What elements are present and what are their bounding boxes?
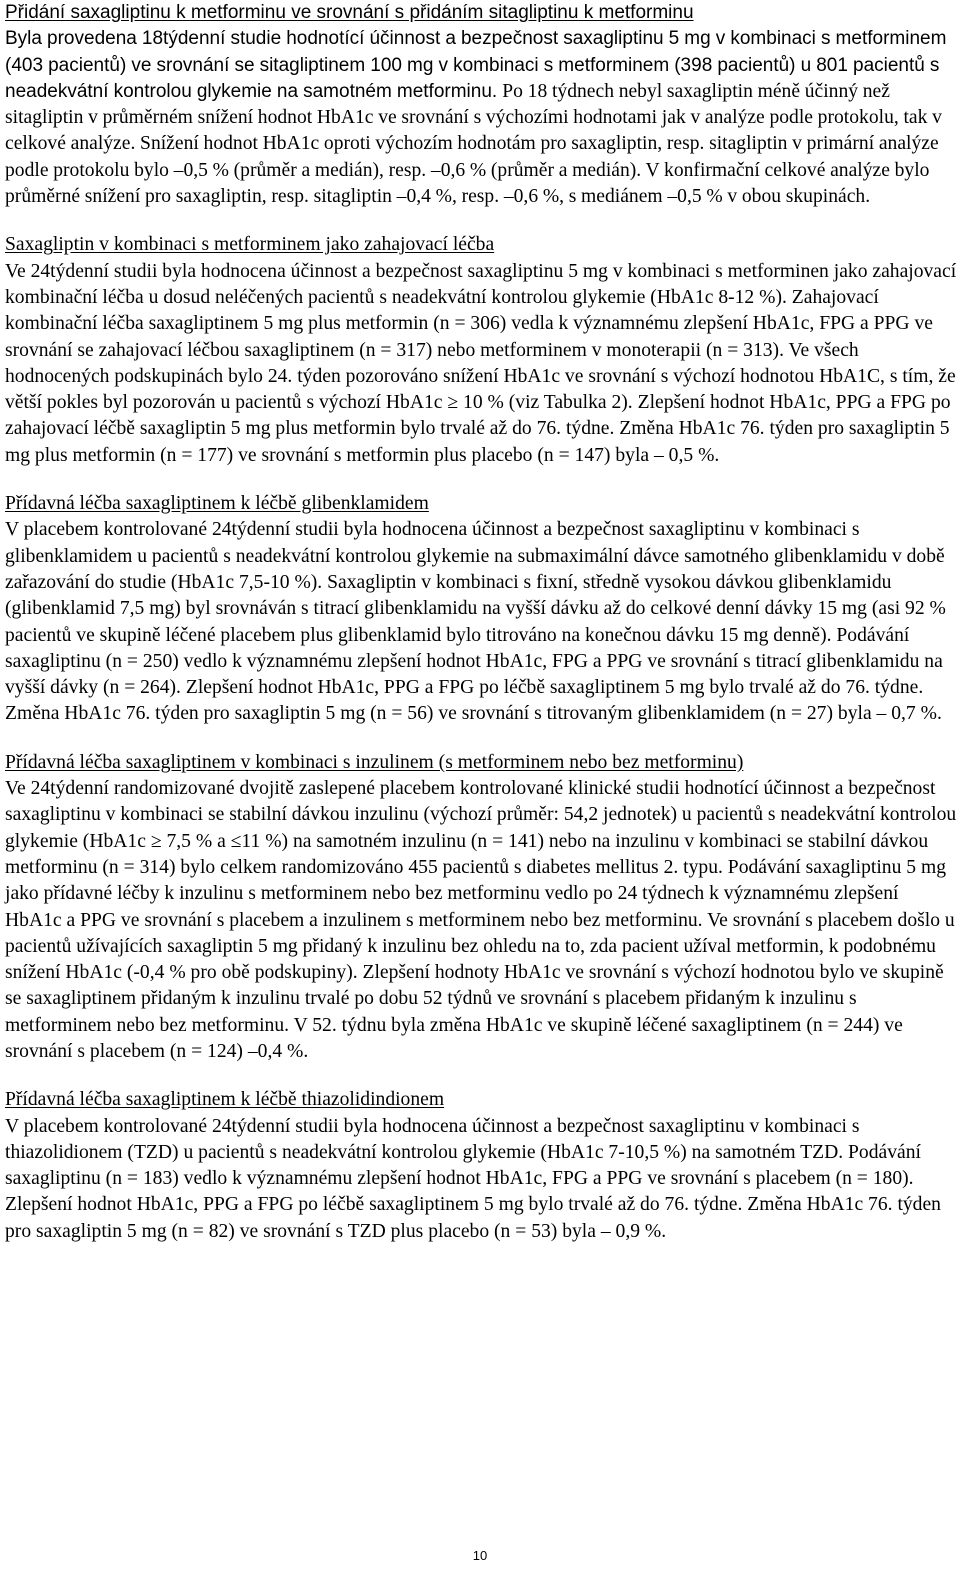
section-heading: Přídavná léčba saxagliptinem k léčbě thiazolidindionem (5, 1089, 445, 1111)
section-initial-combination (5, 232, 957, 469)
section-body: Ve 24týdenní randomizované dvojitě zaslepené placebem kontrolované klinické studii hodnotící účinnost a bezpečnost saxagliptinu v kombinaci se stabilní dávkou inzulinu (výchozí průměr: 54,2 jednotek) u pacientů s neadekvátní kontrolou glykemie (HbA1c ≥ 7,5 % a ≤11 %) na samotném inzulinu (n = 141) nebo na inzulinu v kombinaci se stabilní dávkou metforminu (n = 314) bylo celkem randomizováno 455 pacientů s diabetes mellitus 2. typu. Podávání saxagliptinu 5 mg jako přídavné léčby k inzulinu s metforminem nebo bez metforminu vedlo po 24 týdnech k významnému zlepšení HbA1c a PPG ve srovnání s placebem a inzulinem s metforminem nebo bez metforminu. Ve srovnání s placebem došlo u pacientů užívajících saxagliptin 5 mg přidaný k inzulinu bez ohledu na to, zda pacient užíval metformin, k podobnému snížení HbA1c (-0,4 % pro obě podskupiny). Zlepšení hodnoty HbA1c ve srovnání s výchozí hodnotou bylo ve skupině se saxagliptinem přidaným k inzulinu trvalé po dobu 52 týdnů ve srovnání s placebem přidaným k inzulinu s metforminem nebo bez metforminu. V 52. týdnu byla změna HbA1c ve skupině léčené saxagliptinem (n = 244) ve srovnání s placebem (n = 124) –0,4 %. (5, 778, 957, 1062)
section-add-on-tzd (5, 1087, 957, 1245)
document-page (5, 0, 957, 1267)
section-body: V placebem kontrolované 24týdenní studii byla hodnocena účinnost a bezpečnost saxagliptinu v kombinaci s thiazolidionem (TZD) u pacientů s neadekvátní kontrolou glykemie (HbA1c 7-10,5 %) na samotném TZD. Podávání saxagliptinu (n = 183) vedlo k významnému zlepšení hodnot HbA1c, FPG a PPG ve srovnání s placebem (n = 180). Zlepšení hodnot HbA1c, PPG a FPG po léčbě saxagliptinem 5 mg bylo trvalé až do 76. týdne. Změna HbA1c 76. týden pro saxagliptin 5 mg (n = 82) ve srovnání s TZD plus placebo (n = 53) byla – 0,9 %. (5, 1115, 941, 1242)
section-heading: Přidání saxagliptinu k metforminu ve srovnání s přidáním sitagliptinu k metforminu (5, 2, 694, 23)
section-heading: Přídavná léčba saxagliptinem k léčbě glibenklamidem (5, 493, 429, 515)
section-body: Ve 24týdenní studii byla hodnocena účinnost a bezpečnost saxagliptinu 5 mg v kombinaci s metforminen jako zahajovací kombinační léčba u dosud neléčených pacientů s neadekvátní kontrolou glykemie (HbA1c 8-12 %). Zahajovací kombinační léčba saxagliptinem 5 mg plus metformin (n = 306) vedla k významnému zlepšení HbA1c, FPG a PPG ve srovnání se zahajovací léčbou saxagliptinem (n = 317) nebo metforminem v monoterapii (n = 313). Ve všech hodnocených podskupinách bylo 24. týden pozorováno snížení HbA1c ve srovnání s výchozí hodnotou HbA1C, s tím, že větší pokles byl pozorován u pacientů s výchozí HbA1c ≥ 10 % (viz Tabulka 2). Zlepšení hodnot HbA1c, PPG a FPG po zahajovací léčbě saxagliptin 5 mg plus metformin bylo trvalé až do 76. týdne. Změna HbA1c 76. týden pro saxagliptin 5 mg plus metformin (n = 177) ve srovnání s metformin plus placebo (n = 147) byla – 0,5 %. (5, 260, 957, 466)
section-heading: Přídavná léčba saxagliptinem v kombinaci s inzulinem (s metforminem nebo bez metforminu) (5, 751, 744, 773)
body-text-part-1: Byla provedena 18týdenní studie hodnotící účinnost a bezpečnost saxagliptinu 5 mg v kombinaci s metforminem (403 pacientů) ve srovnání se sitagliptinem 100 mg v kombinaci s metforminem (398 pacientů) u 801 pacientů s neadekvátní kontrolou glykemie na samotném metforminu. (5, 28, 947, 102)
section-add-on-glibenclamide (5, 491, 957, 728)
section-add-on-insulin (5, 750, 957, 1066)
section-body (5, 26, 957, 210)
section-saxagliptin-vs-sitagliptin (5, 0, 957, 210)
body-text-part-3: Snížení hodnot HbA1c oproti výchozím hodnotám pro saxagliptin, resp. sitagliptin v primární analýze podle protokolu bylo –0,5 % (průměr a medián), resp. –0,6 % (průměr a medián). V konfirmační celkové analýze bylo průměrné snížení pro saxagliptin, resp. sitagliptin –0,4 %, resp. –0,6 %, s mediánem –0,5 % v obou skupinách. (5, 133, 939, 208)
body-text-part-2: Po 18 týdnech nebyl saxagliptin méně účinný než sitagliptin v průměrném snížení hodnot HbA1c ve srovnání s výchozími hodnotami jak v analýze podle protokolu, tak v celkové analýze. (5, 80, 942, 155)
section-body: V placebem kontrolované 24týdenní studii byla hodnocena účinnost a bezpečnost saxagliptinu v kombinaci s glibenklamidem u pacientů s neadekvátní kontrolou glykemie na submaximální dávce samotného glibenklamidu v době zařazování do studie (HbA1c 7,5-10 %). Saxagliptin v kombinaci s fixní, středně vysokou dávkou glibenklamidu (glibenklamid 7,5 mg) byl srovnáván s titrací glibenklamidu na vyšší dávku až do celkové denní dávky 15 mg (asi 92 % pacientů ve skupině léčené placebem plus glibenklamid bylo titrováno na konečnou dávku 15 mg denně). Podávání saxagliptinu (n = 250) vedlo k významnému zlepšení hodnot HbA1c, FPG a PPG ve srovnání s titrací glibenklamidu na vyšší dávky (n = 264). Zlepšení hodnot HbA1c, PPG a FPG po léčbě saxagliptinem 5 mg bylo trvalé až do 76. týdne. Změna HbA1c 76. týden pro saxagliptin 5 mg (n = 56) ve srovnání s titrovaným glibenklamidem (n = 27) byla – 0,7 %. (5, 519, 946, 725)
page-number: 10 (472, 1548, 488, 1563)
section-heading: Saxagliptin v kombinaci s metforminem jako zahajovací léčba (5, 234, 495, 256)
